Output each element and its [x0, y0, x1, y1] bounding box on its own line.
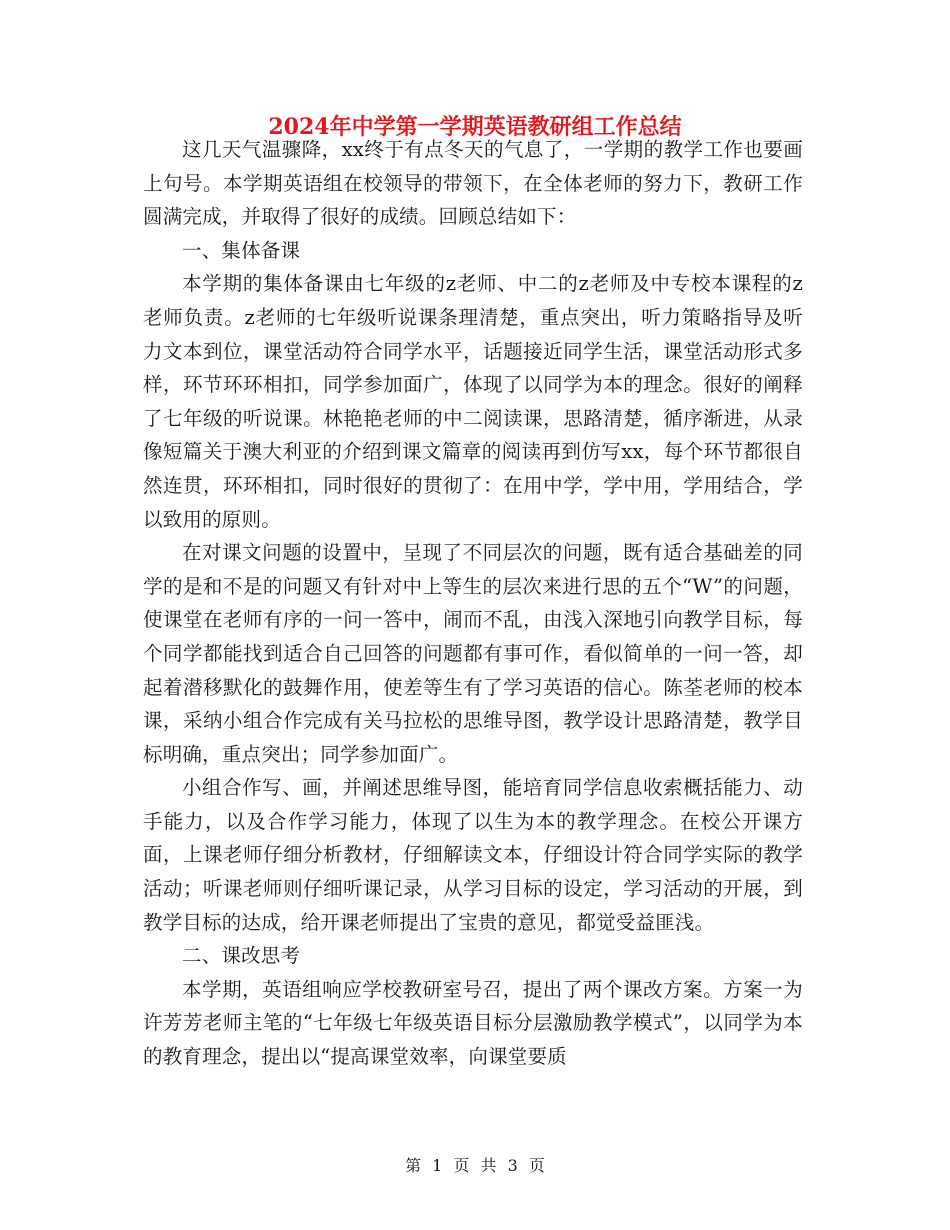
document-title: 2024年中学第一学期英语教研组工作总结	[268, 114, 682, 140]
body-paragraph: 本学期的集体备课由七年级的z老师、中二的z老师及中专校本课程的z老师负责。z老师的七年级听说课条理清楚，重点突出，听力策略指导及听力文本到位，课堂活动符合同学水平，话题接近同学生活，课堂活动形式多样，环节环环相扣，同学参加面广，体现了以同学为本的理念。很好的阐释了七年级的听说课。林艳艳老师的中二阅读课，思路清楚，循序渐进，从录像短篇关于澳大利亚的介绍到课文篇章的阅读再到仿写xx，每个环节都很自然连贯，环环相扣，同时很好的贯彻了：在用中学，学中用，学用结合，学以致用的原则。	[143, 272, 803, 531]
section-heading-collective-lesson-prep: 一、集体备课	[182, 238, 301, 262]
document-body	[143, 133, 803, 1074]
section-heading-curriculum-reform: 二、课改思考	[182, 944, 301, 968]
body-paragraph: 在对课文问题的设置中，呈现了不同层次的问题，既有适合基础差的同学的是和不是的问题又有针对中上等生的层次来进行思的五个“W”的问题，使课堂在老师有序的一问一答中，闹而不乱，由浅入深地引向教学目标，每个同学都能找到适合自己回答的问题都有事可作，看似简单的一问一答，却起着潜移默化的鼓舞作用，使差等生有了学习英语的信心。陈荃老师的校本课，采纳小组合作完成有关马拉松的思维导图，教学设计思路清楚，教学目标明确，重点突出；同学参加面广。	[143, 541, 803, 766]
body-paragraph: 本学期，英语组响应学校教研室号召，提出了两个课改方案。方案一为许芳芳老师主笔的“七年级七年级英语目标分层激励教学模式”，以同学为本的教育理念，提出以“提高课堂效率，向课堂要质	[143, 977, 803, 1069]
page-footer: 第 1 页 共 3 页	[405, 1156, 545, 1175]
body-paragraph: 小组合作写、画，并阐述思维导图，能培育同学信息收索概括能力、动手能力，以及合作学习能力，体现了以生为本的教学理念。在校公开课方面，上课老师仔细分析教材，仔细解读文本，仔细设计符合同学实际的教学活动；听课老师则仔细听课记录，从学习目标的设定，学习活动的开展，到教学目标的达成，给开课老师提出了宝贵的意见，都觉受益匪浅。	[143, 776, 803, 934]
intro-paragraph: 这几天气温骤降，xx终于有点冬天的气息了，一学期的教学工作也要画上句号。本学期英语组在校领导的带领下，在全体老师的努力下，教研工作圆满完成，并取得了很好的成绩。回顾总结如下：	[143, 138, 803, 229]
